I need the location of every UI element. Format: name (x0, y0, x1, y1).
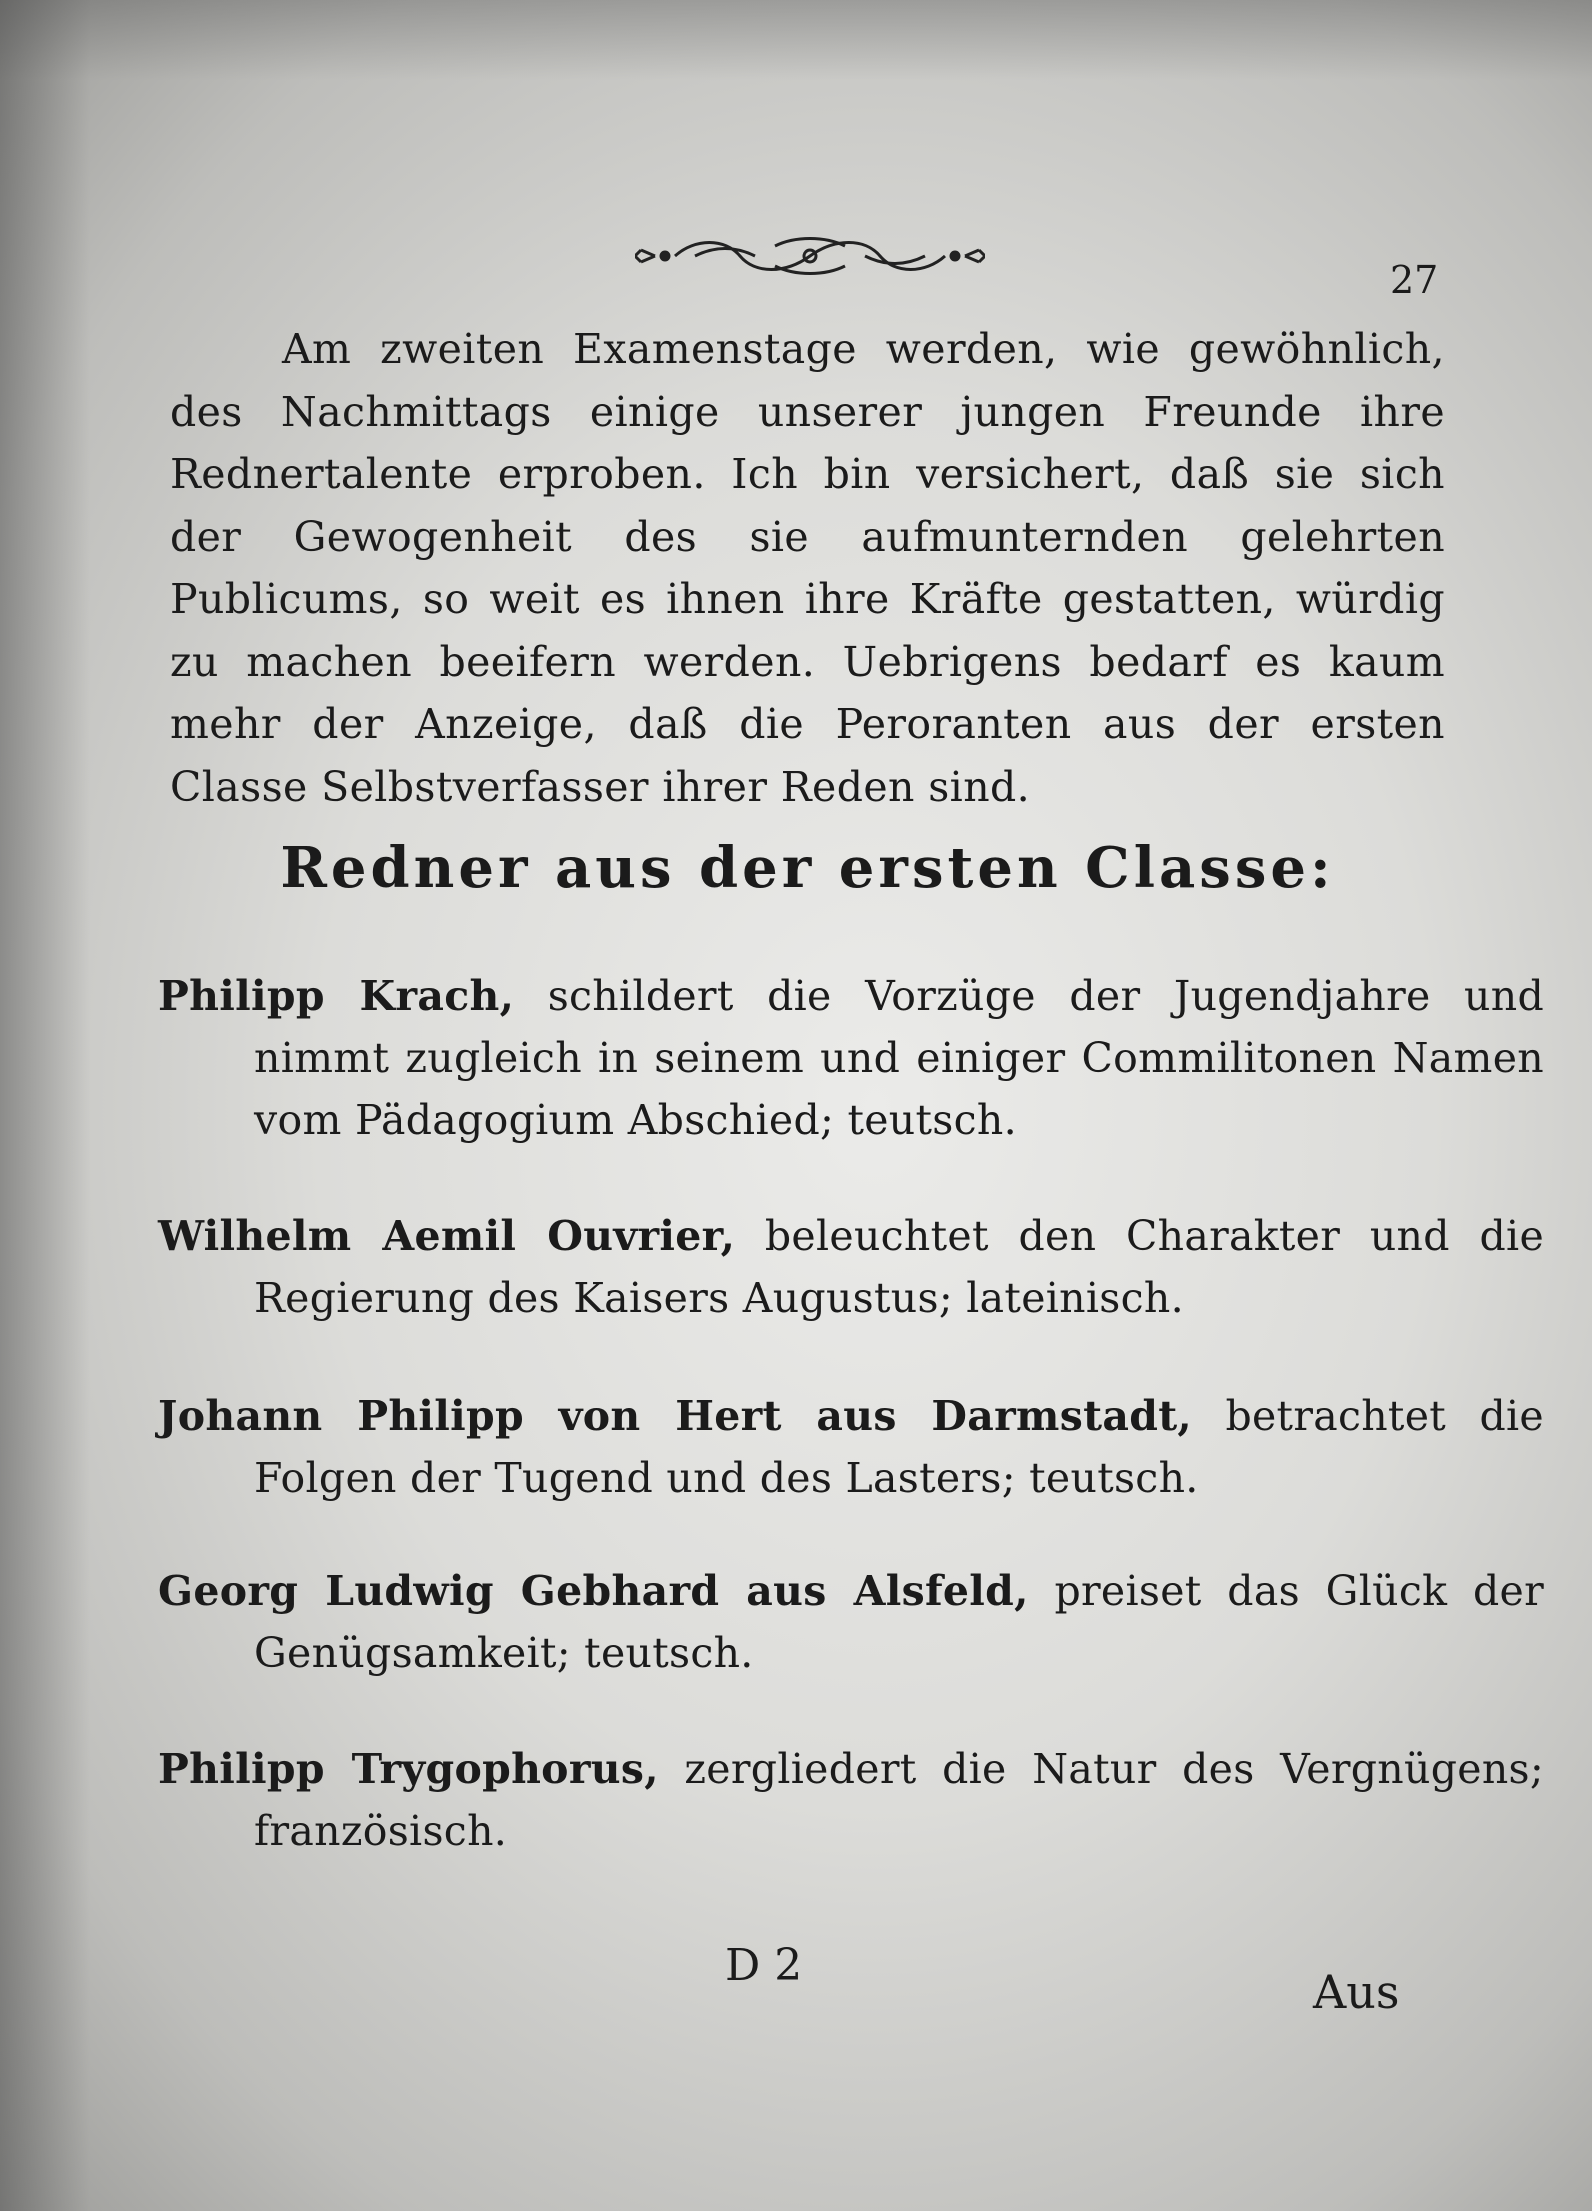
speaker-topic: preiset das Glück der Genügsamkeit; teutsch. (254, 1567, 1544, 1677)
speaker-entry (158, 1385, 1544, 1509)
speaker-entry (158, 1738, 1544, 1862)
speaker-entry (158, 1205, 1544, 1329)
section-heading: Redner aus der ersten Classe: (280, 835, 1335, 901)
speaker-topic: schildert die Vorzüge der Jugendjahre und nimmt zugleich in seinem und einiger Commilitonen Namen vom Pädagogium Abschied; teutsch. (254, 972, 1544, 1144)
binding-shadow (0, 0, 90, 2211)
speaker-entry (158, 965, 1544, 1151)
decorative-ornament-icon (635, 228, 985, 284)
speaker-topic: beleuchtet den Charakter und die Regierung des Kaisers Augustus; lateinisch. (254, 1212, 1545, 1322)
top-edge-shadow (0, 0, 1592, 80)
speaker-name: Johann Philipp von Hert aus Darmstadt, (158, 1392, 1193, 1440)
speaker-topic: betrachtet die Folgen der Tugend und des Lasters; teutsch. (254, 1392, 1544, 1502)
speaker-topic: zergliedert die Natur des Vergnügens; französisch. (254, 1745, 1544, 1855)
speaker-name: Georg Ludwig Gebhard aus Alsfeld, (158, 1567, 1029, 1615)
signature-mark: D 2 (725, 1940, 803, 1991)
speaker-entry (158, 1560, 1544, 1684)
speaker-name: Wilhelm Aemil Ouvrier, (158, 1212, 736, 1260)
speaker-name: Philipp Krach, (158, 972, 515, 1020)
catchword: Aus (1313, 1965, 1400, 2019)
page-number: 27 (1390, 258, 1439, 302)
speaker-name: Philipp Trygophorus, (158, 1745, 659, 1793)
intro-paragraph: Am zweiten Examenstage werden, wie gewöhnlich, des Nachmittags einige unserer jungen Freunde ihre Rednertalente erproben. Ich bin versichert, daß sie sich der Gewogenheit des sie aufmunternden gelehrten Publicums, so weit es ihnen ihre Kräfte gestatten, würdig zu machen beeifern werden. Uebrigens bedarf es kaum mehr der Anzeige, daß die Peroranten aus der ersten Classe Selbstverfasser ihrer Reden sind. (170, 325, 1445, 811)
